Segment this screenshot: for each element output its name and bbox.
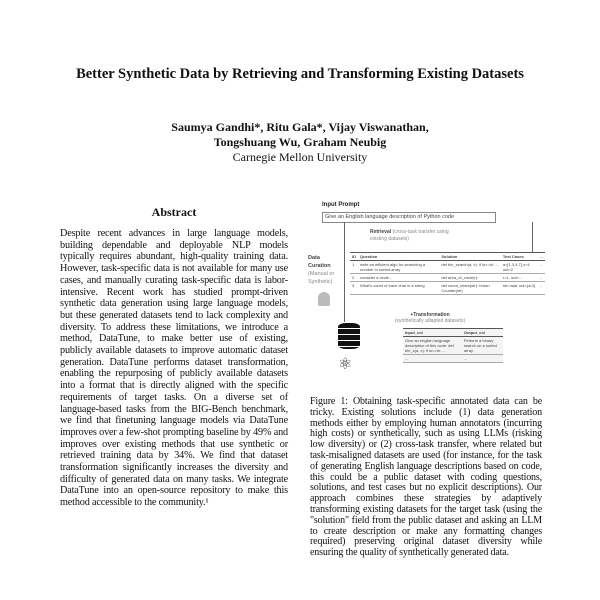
neural-network-icon: ⚛ <box>338 356 353 373</box>
arrow <box>344 222 345 322</box>
table-row: 1 write an efficient algo for searching a number in sorted array def bin_search(a, x): if lo<=hi: ... a=[1,3,4,7],x=4 out=2 ... <box>350 261 545 274</box>
figure-1 <box>300 198 550 388</box>
data-curation-note: (Manual or Synthetic) <box>308 271 335 285</box>
retrieval-label: Retrieval <box>370 229 392 235</box>
paper-title: Better Synthetic Data by Retrieving and Transforming Existing Datasets <box>76 66 524 82</box>
table-row: Give an english language description of this code: def bin_s(a, x): if lo<=hi: ... Perform a binary search on a sorted array <box>403 337 503 355</box>
user-icon <box>318 292 330 306</box>
caption-text: Obtaining task-specific annotated data can be tricky. Existing solutions include (1) data generation methods either by employing human annotators (incurring high costs) or synthetically, such as using LLMs (risking low diversity) or (2) cross-task transfer, where related but task-misaligned datasets are used (for instance, for the task of generating English language descriptions based on code, this could be a public dataset with coding questions, solutions, and test cases but no explicit descriptions). Our approach combines these strategies by adaptively transforming existing datasets for the target task (using the "solution" field from the public dataset and asking an LLM to create description or make any formatting changes required) preserving original dataset diversity while ensuring the quality of synthetically generated data. <box>310 396 542 559</box>
table-row: ... ... <box>403 355 503 363</box>
table-row: 2 consider a circle... def area_of_circle(r): r=1, out=... ... <box>350 274 545 282</box>
abstract-heading: Abstract <box>151 205 197 219</box>
input-prompt: Give an English language description of Python code <box>322 212 496 223</box>
retrieved-table: ID Question Solution Test Cases ... 1 write an efficient algo for searching a number in sorted array def bin_search(a, x): if lo<=hi: ... a=[1,3,4,7],x=4 out=2 ... 2 consider a circle... def area_of_circle(r): r=1, out=... ... 3 What's count of each char in a string def count_chars(str): return Counter(str) str='aaa' out={a:3} ... <box>350 252 545 295</box>
authors-line-1: Saumya Gandhi*, Ritu Gala*, Vijay Viswanathan, <box>171 120 429 134</box>
transformed-table: Input_col Output_col Give an english language description of this code: def bin_s(a, x): if lo<=hi: ... Perform a binary search on a sorted array ... ... <box>403 328 503 363</box>
figure-caption <box>310 397 542 559</box>
transformation-label: +Transformation <box>410 312 450 318</box>
table-row: 3 What's count of each char in a string def count_chars(str): return Counter(str) str='aaa' out={a:3} ... <box>350 282 545 295</box>
caption-label: Figure 1: <box>310 396 348 407</box>
authors <box>0 120 600 165</box>
authors-line-2: Tongshuang Wu, Graham Neubig <box>213 135 387 149</box>
abstract-text: Despite recent advances in large language models, building dependable and deployable NLP models typically requires abundant, high-quality training data. However, task-specific data is not available for many use cases, and manually curating task-specific data is labor-intensive. Recent work has studied prompt-driven synthetic data generation using large language models, but these generated datasets tend to lack complexity and diversity. To address these limitations, we introduce a method, DataTune, to make better use of existing, publicly available datasets to improve automatic dataset generation. DataTune performs dataset transformation, enabling the repurposing of publicly available datasets into a format that is directly aligned with the specific requirements of target tasks. On a diverse set of language-based tasks from the BIG-Bench benchmark, we find that finetuning language models via DataTune improves over a few-shot prompting baseline by 49% and improves over existing methods that use synthetic or retrieved training data by 34%. We find that dataset transformation significantly increases the diversity and difficulty of generated data on many tasks. We integrate DataTune into an open-source repository to make this method accessible to the community.¹ <box>60 228 288 509</box>
data-curation-label: Data Curation <box>308 255 331 269</box>
arrow <box>532 222 533 252</box>
transformation-note: (synthetically adapted datasets) <box>394 318 466 324</box>
retrieval-note: (cross-task transfer using existing datasets) <box>370 229 449 242</box>
input-prompt-label: Input Prompt <box>322 202 360 208</box>
database-icon <box>338 323 360 349</box>
affiliation: Carnegie Mellon University <box>232 150 368 164</box>
